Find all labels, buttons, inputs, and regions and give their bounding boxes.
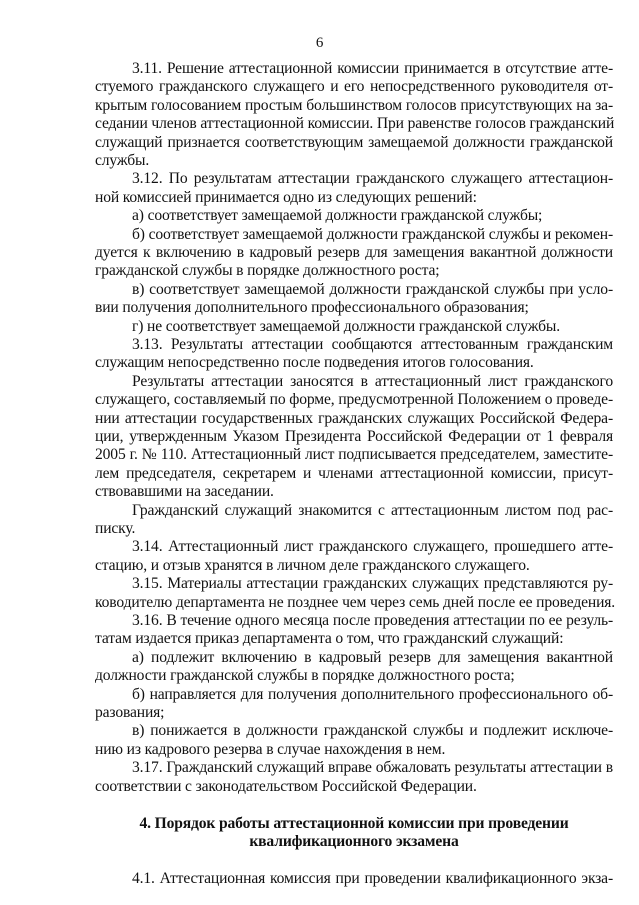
text-line: 3.12. По результатам аттестации гражданского служащего аттестацион- <box>132 170 613 188</box>
text-line: дуется к включению в кадровый резерв для замещения вакантной должности <box>95 244 613 261</box>
text-line: ствовавшими на заседании. <box>95 483 274 501</box>
text-line: татам издается приказ департамента о том, что гражданский служащий: <box>95 630 564 648</box>
text-line: лем председателя, секретарем и членами аттестационной комиссии, присут- <box>95 464 613 482</box>
text-line: ции, утвержденным Указом Президента Российской Федерации от 1 февраля <box>95 428 613 445</box>
text-line: ководителю департамента не позднее чем через семь дней после ее проведения. <box>95 593 616 611</box>
text-line: разования; <box>95 704 165 721</box>
text-line: 3.13. Результаты аттестации сообщаются аттестованным гражданским <box>132 336 613 353</box>
text-line: стацию, и отзыв хранятся в личном деле гражданского служащего. <box>95 556 530 574</box>
text-line: соответствии с законодательством Российской Федерации. <box>95 777 477 795</box>
text-line: а) подлежит включению в кадровый резерв для замещения вакантной <box>132 648 613 666</box>
text-line: в) понижается в должности гражданской службы и подлежит исключе- <box>132 722 613 740</box>
text-line: служащим непосредственно после подведения итогов голосования. <box>95 354 534 372</box>
text-line: писку. <box>95 520 136 537</box>
text-line: 2005 г. № 110. Аттестационный лист подписывается председателем, заместите- <box>95 446 613 464</box>
text-line: 3.14. Аттестационный лист гражданского служащего, прошедшего атте- <box>132 538 613 556</box>
text-line: г) не соответствует замещаемой должности гражданской службы. <box>132 317 560 335</box>
text-line: б) соответствует замещаемой должности гражданской службы и рекомен- <box>132 225 613 243</box>
text-line: службы. <box>95 152 150 169</box>
text-line: б) направляется для получения дополнительного профессионального об- <box>132 685 613 703</box>
text-line: Гражданский служащий знакомится с аттестационным листом под рас- <box>132 501 613 519</box>
text-line: Результаты аттестации заносятся в аттестационный лист гражданского <box>132 372 613 390</box>
text-line: 3.15. Материалы аттестации гражданских служащих представляются ру- <box>132 575 613 593</box>
text-line: 3.17. Гражданский служащий вправе обжаловать результаты аттестации в <box>132 759 613 777</box>
text-line: гражданской службы в порядке должностного роста; <box>95 262 440 280</box>
text-line: 3.11. Решение аттестационной комиссии принимается в отсутствие атте- <box>132 60 613 77</box>
text-line: 3.16. В течение одного месяца после проведения аттестации по ее резуль- <box>132 612 613 629</box>
text-line: ной комиссией принимается одно из следующих решений: <box>95 188 477 206</box>
page-number: 6 <box>315 35 324 51</box>
text-line: служащий признается соответствующим замещаемой должности гражданской <box>95 133 613 151</box>
text-line: 4.1. Аттестационная комиссия при проведении квалификационного экза- <box>132 869 613 887</box>
text-line: в) соответствует замещаемой должности гражданской службы при усло- <box>132 280 613 298</box>
text-line: служащего, составляемый по форме, предусмотренной Положением о проведе- <box>95 391 613 409</box>
text-line: а) соответствует замещаемой должности гражданской службы; <box>132 207 543 225</box>
text-line: седании членов аттестационной комиссии. При равенстве голосов гражданский <box>95 115 615 133</box>
text-line: должности гражданской службы в порядке должностного роста; <box>95 667 515 685</box>
section-heading-line: 4. Порядок работы аттестационной комиссии при проведении <box>139 815 569 832</box>
section-heading-line: квалификационного экзамена <box>249 833 459 851</box>
text-line: вии получения дополнительного профессионального образования; <box>95 299 529 317</box>
text-line: стуемого гражданского служащего и его непосредственного руководителя от- <box>95 78 613 96</box>
text-line: нию из кадрового резерва в случае нахождения в нем. <box>95 740 446 758</box>
text-line: крытым голосованием простым большинством голосов присутствующих на за- <box>95 96 613 114</box>
text-line: нии аттестации государственных гражданских служащих Российской Федера- <box>95 409 613 427</box>
